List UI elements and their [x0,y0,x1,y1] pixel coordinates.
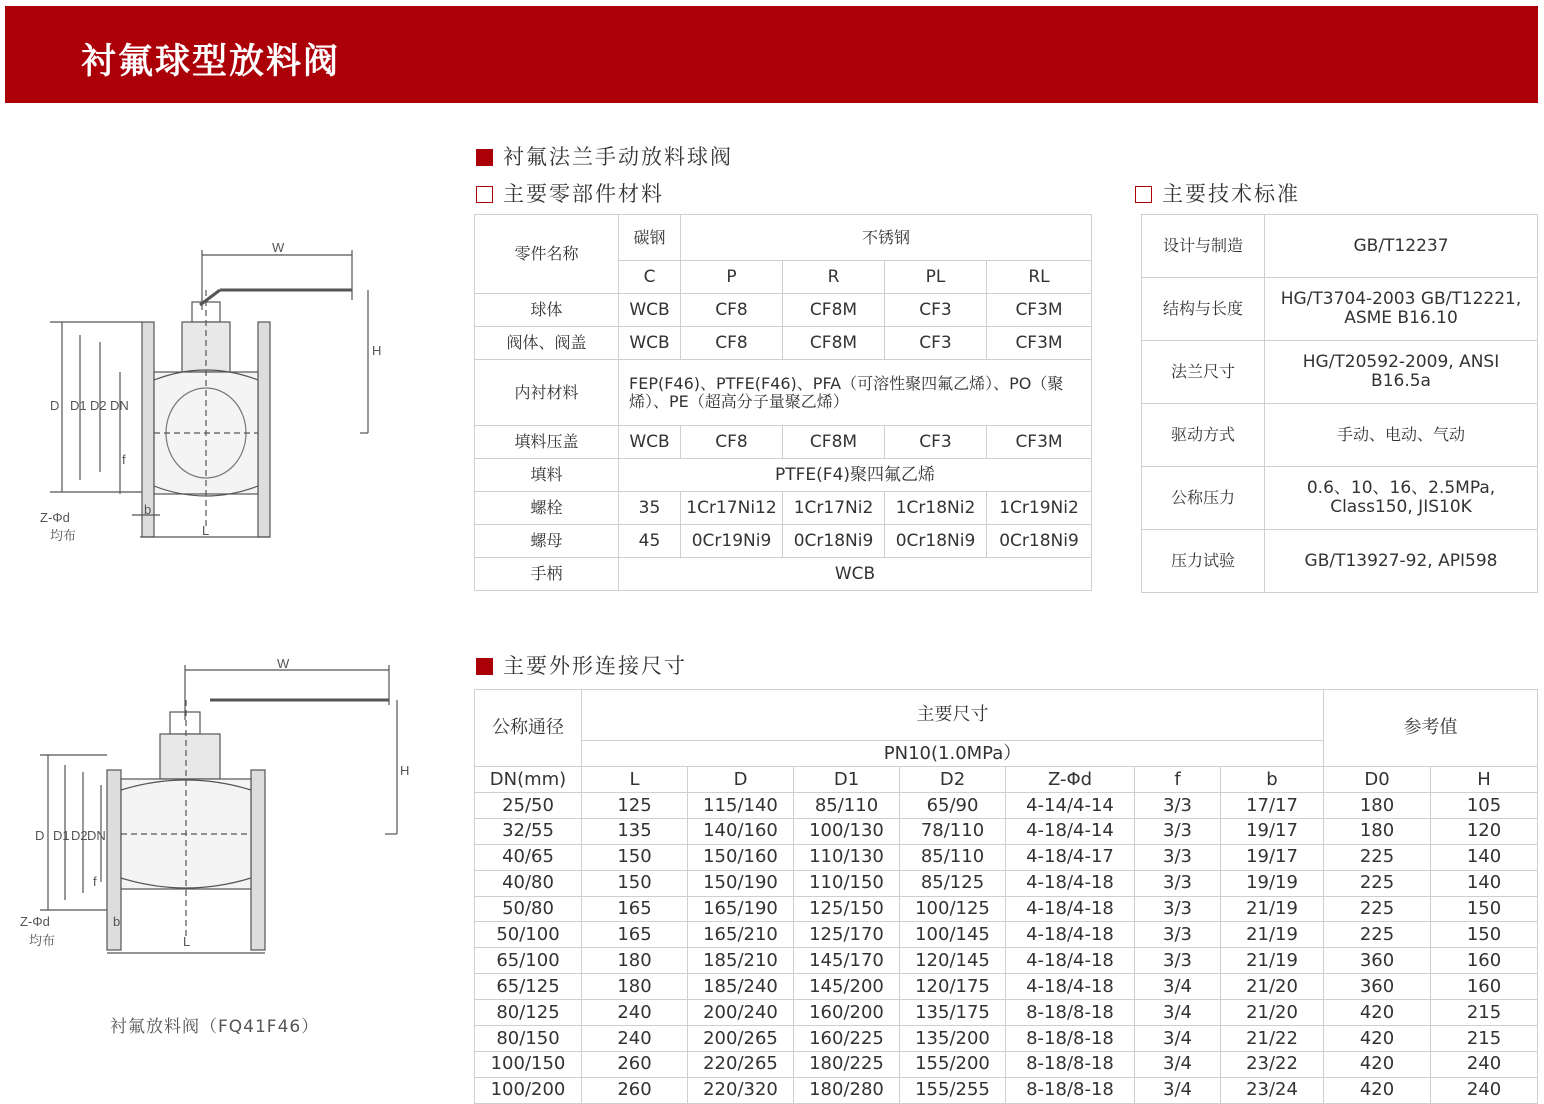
table-row [475,360,1092,426]
cell: 120/175 [900,974,1006,1000]
label-h: H [372,343,382,358]
label-even: 均布 [29,933,56,948]
column-header: D [688,767,794,793]
part-name-header: 零件名称 [475,215,619,294]
cell: 215 [1431,1026,1538,1052]
cell: 160 [1431,948,1538,974]
cell: HG/T3704-2003 GB/T12221, ASME B16.10 [1265,278,1538,341]
cell: 80/125 [475,1000,582,1026]
cell: 3/3 [1135,818,1221,844]
cell: 25/50 [475,793,582,819]
cell: 21/19 [1221,922,1324,948]
grade-header: C [619,261,681,294]
materials-table [474,214,1092,591]
drawing-caption: 衬氟放料阀（FQ41F46） [110,1017,320,1037]
table-row [475,844,1538,870]
cell: 19/17 [1221,818,1324,844]
label-w: W [277,656,290,671]
table-row [475,1051,1538,1077]
cell: CF3 [885,294,987,327]
cell: 180 [582,974,688,1000]
cell: 0Cr19Ni9 [681,525,783,558]
cell: 8-18/8-18 [1006,1026,1135,1052]
cell: 220/265 [688,1051,794,1077]
table-row [475,459,1092,492]
cell: CF8 [681,327,783,360]
column-header: f [1135,767,1221,793]
column-header: H [1431,767,1538,793]
cell: 19/17 [1221,844,1324,870]
cell: 80/150 [475,1026,582,1052]
cell: 215 [1431,1000,1538,1026]
label-d1: D1 [70,398,87,413]
label-d1: D1 [53,828,70,843]
table-row [1142,341,1538,404]
cell: 105 [1431,793,1538,819]
cell: 4-14/4-14 [1006,793,1135,819]
cell: 200/265 [688,1026,794,1052]
column-header: D0 [1324,767,1431,793]
carbon-steel-header: 碳钢 [619,215,681,261]
cell: 420 [1324,1051,1431,1077]
nominal-header: 公称通径 [475,690,582,767]
cell: 180/280 [794,1077,900,1103]
standards-table [1141,214,1538,593]
cell: 125 [582,793,688,819]
cell: 165/210 [688,922,794,948]
cell: 1Cr17Ni12 [681,492,783,525]
cell: 3/3 [1135,870,1221,896]
cell: 140 [1431,844,1538,870]
table-row [475,525,1092,558]
section-standards-label: 主要技术标准 [1162,182,1300,206]
cell: 225 [1324,896,1431,922]
cell: 120 [1431,818,1538,844]
table-row [475,818,1538,844]
cell: 225 [1324,844,1431,870]
table-row [475,948,1538,974]
cell: 150 [582,870,688,896]
cell: 35 [619,492,681,525]
cell: 8-18/8-18 [1006,1051,1135,1077]
section-standards-title [1135,178,1300,208]
cell: 3/3 [1135,896,1221,922]
cell: CF8M [783,426,885,459]
label-l: L [183,934,191,949]
cell: CF3M [987,426,1092,459]
row-label: 设计与制造 [1142,215,1265,278]
cell: 165/190 [688,896,794,922]
filled-square-icon [476,149,493,166]
liner-text: FEP(F46)、PTFE(F46)、PFA（可溶性聚四氟乙烯）、PO（聚烯）、PE（超高分子量聚乙烯） [619,360,1092,426]
column-header: DN(mm) [475,767,582,793]
section-dimensions-title [476,650,687,680]
cell: WCB [619,426,681,459]
cell: 150/160 [688,844,794,870]
cell: 17/17 [1221,793,1324,819]
cell: 150 [582,844,688,870]
cell: 45 [619,525,681,558]
dimensions-body [475,793,1538,1104]
cell: 240 [582,1026,688,1052]
label-f: f [93,874,97,889]
table-row [475,558,1092,591]
cell: 85/125 [900,870,1006,896]
cell: 260 [582,1051,688,1077]
column-header: Z-Φd [1006,767,1135,793]
table-row [475,870,1538,896]
cell: 225 [1324,922,1431,948]
cell: 4-18/4-14 [1006,818,1135,844]
cell: 4-18/4-18 [1006,896,1135,922]
table-row [475,426,1092,459]
cell: 4-18/4-17 [1006,844,1135,870]
cell: 65/90 [900,793,1006,819]
table-row [475,896,1538,922]
cell: 1Cr19Ni2 [987,492,1092,525]
cell: CF8M [783,294,885,327]
valve-drawing-top [20,230,390,560]
section-main-label: 衬氟法兰手动放料球阀 [503,145,733,169]
row-label: 公称压力 [1142,467,1265,530]
cell: CF3M [987,294,1092,327]
cell: 21/19 [1221,896,1324,922]
cell: 85/110 [794,793,900,819]
cell: 135/175 [900,1000,1006,1026]
cell: 0Cr18Ni9 [885,525,987,558]
row-label: 螺栓 [475,492,619,525]
cell: 420 [1324,1026,1431,1052]
table-row [475,1000,1538,1026]
cell: 100/145 [900,922,1006,948]
table-row [475,974,1538,1000]
cell: 8-18/8-18 [1006,1000,1135,1026]
cell: 150 [1431,922,1538,948]
cell: 21/20 [1221,1000,1324,1026]
row-label: 内衬材料 [475,360,619,426]
column-header: b [1221,767,1324,793]
cell: 360 [1324,948,1431,974]
cell: CF8 [681,294,783,327]
table-row [475,294,1092,327]
cell: 0.6、10、16、2.5MPa, Class150, JIS10K [1265,467,1538,530]
table-row [1142,467,1538,530]
title-banner [5,6,1538,103]
label-d2: D2 [90,398,107,413]
cell: 135/200 [900,1026,1006,1052]
label-b: b [113,914,121,929]
cell: 155/255 [900,1077,1006,1103]
table-row [1142,278,1538,341]
cell: 155/200 [900,1051,1006,1077]
cell: 185/210 [688,948,794,974]
cell: CF8 [681,426,783,459]
label-h: H [400,763,410,778]
column-header: D1 [794,767,900,793]
cell: 手动、电动、气动 [1265,404,1538,467]
label-even: 均布 [50,528,77,543]
section-dimensions-label: 主要外形连接尺寸 [503,654,687,678]
cell: 19/19 [1221,870,1324,896]
cell: 32/55 [475,818,582,844]
cell: 260 [582,1077,688,1103]
label-d: D [35,828,45,843]
cell: 3/4 [1135,1051,1221,1077]
label-dn: DN [110,398,129,413]
cell: 21/19 [1221,948,1324,974]
cell: 225 [1324,870,1431,896]
grade-header: RL [987,261,1092,294]
label-d: D [50,398,60,413]
grade-header: PL [885,261,987,294]
cell: 240 [1431,1077,1538,1103]
label-l: L [202,523,210,538]
cell: WCB [619,294,681,327]
cell: PTFE(F4)聚四氟乙烯 [619,459,1092,492]
cell: 180/225 [794,1051,900,1077]
cell: 140 [1431,870,1538,896]
cell: 150 [1431,896,1538,922]
cell: 1Cr18Ni2 [885,492,987,525]
reference-header: 参考值 [1324,690,1538,767]
row-label: 螺母 [475,525,619,558]
cell: CF3 [885,327,987,360]
page-title: 衬氟球型放料阀 [81,42,341,82]
cell: 65/100 [475,948,582,974]
cell: WCB [619,327,681,360]
cell: 40/80 [475,870,582,896]
cell: 180 [1324,793,1431,819]
outline-square-icon [1135,186,1152,203]
cell: 110/150 [794,870,900,896]
cell: 3/4 [1135,1000,1221,1026]
grade-header: R [783,261,885,294]
cell: 420 [1324,1000,1431,1026]
cell: HG/T20592-2009, ANSI B16.5a [1265,341,1538,404]
stainless-header: 不锈钢 [681,215,1092,261]
cell: 110/130 [794,844,900,870]
cell: 165 [582,896,688,922]
cell: 4-18/4-18 [1006,948,1135,974]
grade-header: P [681,261,783,294]
valve-drawing-bottom [15,650,415,960]
label-b: b [144,502,152,517]
cell: 185/240 [688,974,794,1000]
row-label: 结构与长度 [1142,278,1265,341]
cell: 4-18/4-18 [1006,870,1135,896]
row-label: 驱动方式 [1142,404,1265,467]
cell: 135 [582,818,688,844]
outline-square-icon [476,186,493,203]
cell: 180 [582,948,688,974]
label-dn: DN [87,828,106,843]
main-dims-header: 主要尺寸 [582,690,1324,741]
cell: 3/4 [1135,974,1221,1000]
cell: GB/T13927-92, API598 [1265,530,1538,593]
cell: CF8M [783,327,885,360]
cell: GB/T12237 [1265,215,1538,278]
table-row [1142,215,1538,278]
label-zd: Z-Φd [20,914,50,929]
cell: 180 [1324,818,1431,844]
cell: 125/150 [794,896,900,922]
dimensions-table [474,689,1538,1104]
cell: 3/4 [1135,1026,1221,1052]
section-materials-title [476,178,664,208]
cell: CF3 [885,426,987,459]
row-label: 法兰尺寸 [1142,341,1265,404]
table-row [475,327,1092,360]
cell: 120/145 [900,948,1006,974]
cell: 3/3 [1135,922,1221,948]
cell: 3/3 [1135,844,1221,870]
cell: 50/80 [475,896,582,922]
table-row [475,922,1538,948]
cell: WCB [619,558,1092,591]
cell: 3/3 [1135,793,1221,819]
cell: 23/24 [1221,1077,1324,1103]
cell: 100/150 [475,1051,582,1077]
cell: 85/110 [900,844,1006,870]
cell: 0Cr18Ni9 [783,525,885,558]
cell: 160/225 [794,1026,900,1052]
cell: 150/190 [688,870,794,896]
cell: 23/22 [1221,1051,1324,1077]
cell: 100/130 [794,818,900,844]
column-header: D2 [900,767,1006,793]
pressure-header: PN10(1.0MPa） [582,741,1324,767]
column-header-row [475,767,1538,793]
label-d2: D2 [71,828,88,843]
cell: 100/200 [475,1077,582,1103]
cell: 3/3 [1135,948,1221,974]
table-row [475,793,1538,819]
table-row [1142,404,1538,467]
row-label: 填料压盖 [475,426,619,459]
cell: CF3M [987,327,1092,360]
column-header: L [582,767,688,793]
cell: 360 [1324,974,1431,1000]
cell: 65/125 [475,974,582,1000]
cell: 115/140 [688,793,794,819]
cell: 4-18/4-18 [1006,974,1135,1000]
cell: 140/160 [688,818,794,844]
table-row [1142,530,1538,593]
cell: 3/4 [1135,1077,1221,1103]
cell: 125/170 [794,922,900,948]
cell: 0Cr18Ni9 [987,525,1092,558]
cell: 160/200 [794,1000,900,1026]
cell: 165 [582,922,688,948]
cell: 145/200 [794,974,900,1000]
cell: 50/100 [475,922,582,948]
cell: 145/170 [794,948,900,974]
label-f: f [122,452,126,467]
row-label: 填料 [475,459,619,492]
row-label: 手柄 [475,558,619,591]
cell: 420 [1324,1077,1431,1103]
label-w: W [272,240,285,255]
table-row [475,1026,1538,1052]
section-materials-label: 主要零部件材料 [503,182,664,206]
cell: 200/240 [688,1000,794,1026]
row-label: 球体 [475,294,619,327]
row-label: 阀体、阀盖 [475,327,619,360]
cell: 160 [1431,974,1538,1000]
cell: 78/110 [900,818,1006,844]
cell: 100/125 [900,896,1006,922]
cell: 21/20 [1221,974,1324,1000]
cell: 40/65 [475,844,582,870]
filled-square-icon [476,658,493,675]
cell: 21/22 [1221,1026,1324,1052]
cell: 220/320 [688,1077,794,1103]
cell: 4-18/4-18 [1006,922,1135,948]
table-row [475,1077,1538,1103]
table-row [475,492,1092,525]
cell: 240 [1431,1051,1538,1077]
label-zd: Z-Φd [40,510,70,525]
cell: 240 [582,1000,688,1026]
section-main-title [476,141,733,171]
cell: 8-18/8-18 [1006,1077,1135,1103]
cell: 1Cr17Ni2 [783,492,885,525]
row-label: 压力试验 [1142,530,1265,593]
